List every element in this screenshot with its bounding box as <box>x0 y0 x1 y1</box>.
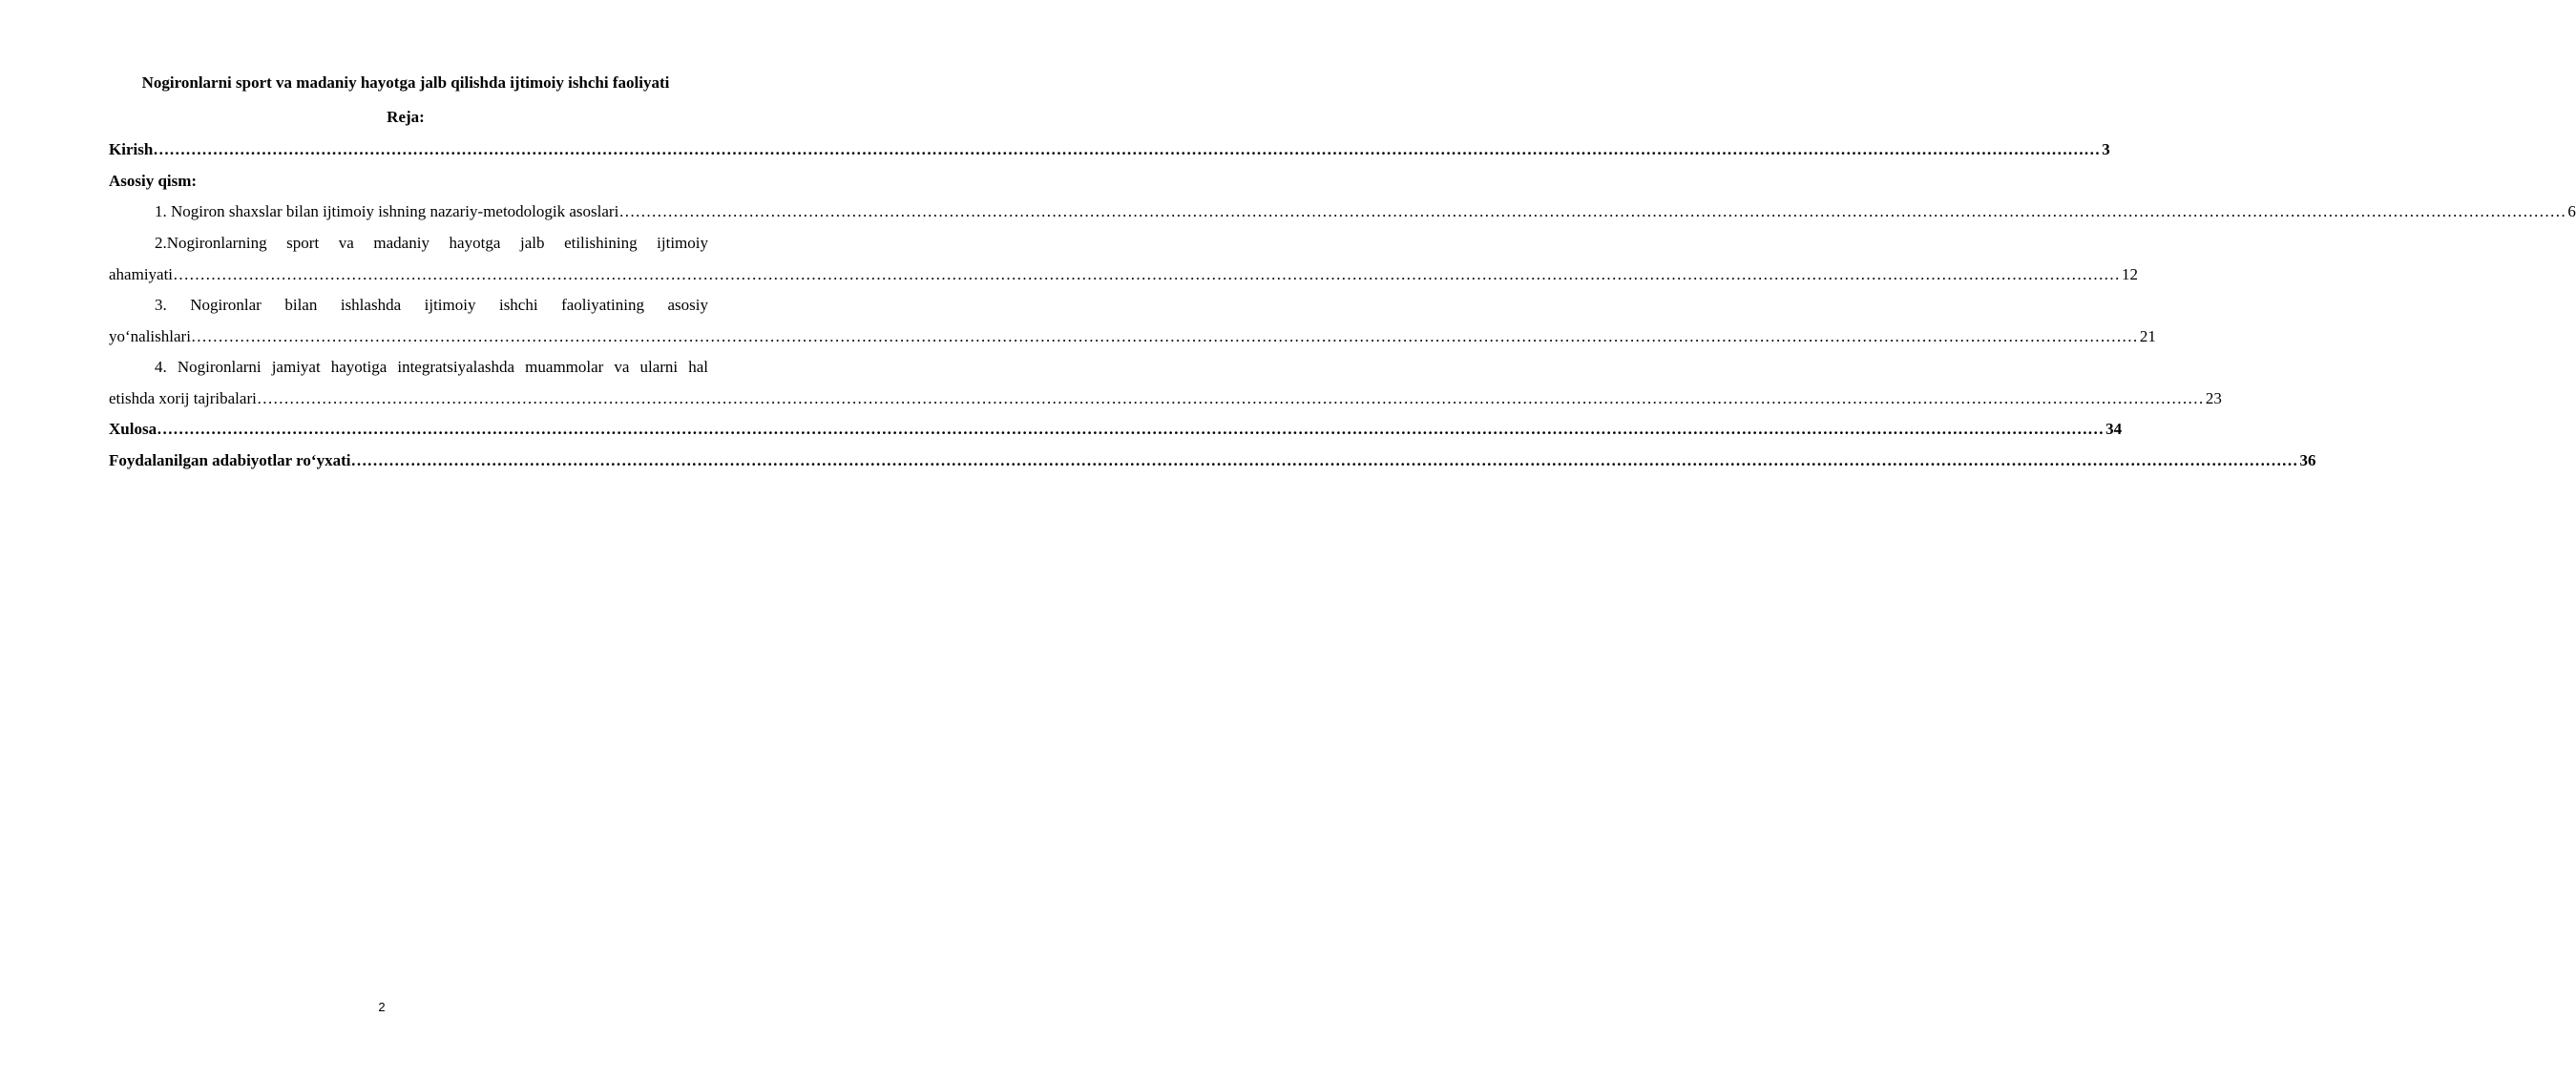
toc-page-number: 6 <box>2567 202 2576 220</box>
toc-word: ijtimoiy <box>657 234 708 252</box>
toc-word: jamiyat <box>271 358 321 376</box>
toc-word: hal <box>688 358 708 376</box>
toc-dot-leader: ……………………………………………………………………………………………………………………………………………………………………………………………………………………………………………………………………………………………………………………………… <box>157 420 2105 438</box>
toc-word: sport <box>286 234 320 252</box>
plan-heading: Reja: <box>387 108 425 126</box>
toc-dot-leader: ……………………………………………………………………………………………………………………………………………………………………………………………………………………………………………………………………………………………………………………………… <box>256 389 2204 407</box>
toc-dot-leader: ……………………………………………………………………………………………………………………………………………………………………………………………………………………………………………………………………………………………………………………………… <box>350 451 2298 469</box>
toc-word: va <box>338 234 354 252</box>
toc-word: etilishining <box>564 234 638 252</box>
toc-entry-introduction <box>109 138 2110 161</box>
toc-word: asosiy <box>667 296 708 314</box>
toc-page-number: 34 <box>2105 420 2123 438</box>
toc-word: jalb <box>519 234 545 252</box>
toc-word: ularni <box>639 358 679 376</box>
toc-page-number: 12 <box>2122 265 2139 283</box>
toc-dot-leader: ……………………………………………………………………………………………………………………………………………………………………………………………………………………………………………………………………………………………………………………………… <box>190 327 2138 345</box>
toc-word: Nogironlarni <box>177 358 262 376</box>
toc-entry-section-4-line-1 <box>155 356 708 379</box>
toc-entry-conclusion <box>109 418 2123 441</box>
toc-word: hayotga <box>449 234 501 252</box>
toc-entry-section-2-line-1 <box>155 232 708 255</box>
main-part-heading: Asosiy qism: <box>109 172 198 190</box>
toc-entry-label: 1. Nogiron shaxslar bilan ijtimoiy ishning nazariy-metodologik asoslari <box>155 202 619 220</box>
toc-word: faoliyatining <box>561 296 644 314</box>
toc-entry-label: ahamiyati <box>109 265 174 283</box>
toc-entry-label: etishda xorij tajribalari <box>109 389 257 407</box>
toc-word: madaniy <box>373 234 429 252</box>
toc-entry-label: Foydalanilgan adabiyotlar ro‘yxati <box>109 451 351 469</box>
toc-page-number: 3 <box>2102 140 2110 158</box>
toc-entry-references <box>109 449 2316 472</box>
toc-word: ijtimoiy <box>424 296 476 314</box>
toc-word: 4. <box>155 358 167 376</box>
toc-word: 2.Nogironlarning <box>155 234 267 252</box>
toc-dot-leader: ……………………………………………………………………………………………………………………………………………………………………………………………………………………………………………………………………………………………………………………………… <box>153 140 2101 158</box>
toc-word: 3. <box>155 296 167 314</box>
toc-entry-section-3-line-1 <box>155 294 708 317</box>
toc-dot-leader: ……………………………………………………………………………………………………………………………………………………………………………………………………………………………………………………………………………………………………………………………… <box>173 265 2121 283</box>
toc-entry-section-4-line-2 <box>109 387 2222 410</box>
toc-page-number: 36 <box>2299 451 2316 469</box>
toc-entry-section-1 <box>155 200 2576 223</box>
toc-page-number: 21 <box>2139 327 2156 345</box>
toc-word: va <box>614 358 630 376</box>
toc-word: muammolar <box>525 358 604 376</box>
toc-entry-label: yo‘nalishlari <box>109 327 191 345</box>
toc-dot-leader: ……………………………………………………………………………………………………………………………………………………………………………………………………………………………………………………………………………………………………………………………… <box>618 202 2566 220</box>
toc-page-number: 23 <box>2205 389 2222 407</box>
toc-entry-section-3-line-2 <box>109 325 2156 348</box>
toc-entry-section-2-line-2 <box>109 263 2139 286</box>
toc-entry-label: Xulosa <box>109 420 157 438</box>
toc-word: bilan <box>284 296 318 314</box>
toc-word: Nogironlar <box>190 296 262 314</box>
toc-word: ishlashda <box>340 296 402 314</box>
document-title: Nogironlarni sport va madaniy hayotga jalb qilishda ijtimoiy ishchi faoliyati <box>141 73 670 92</box>
toc-word: hayotiga <box>330 358 387 376</box>
toc-entry-label: Kirish <box>109 140 154 158</box>
toc-word: ishchi <box>498 296 538 314</box>
page-number: 2 <box>378 1000 386 1014</box>
toc-word: integratsiyalashda <box>397 358 515 376</box>
